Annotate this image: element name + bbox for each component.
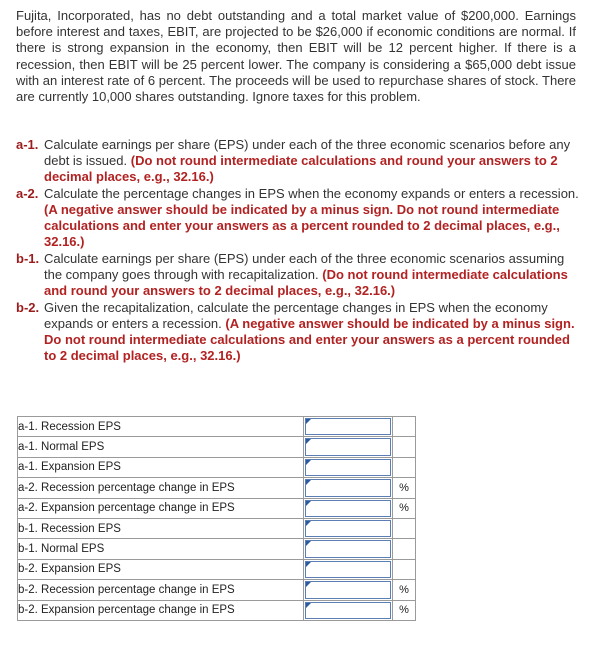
question-text: Calculate earnings per share (EPS) under each of the three economic scenarios before any debt is issued. — [44, 137, 571, 168]
question-note: (A negative answer should be indicated by a minus sign. Do not round intermediate calculations and enter your answers as a percent rounded to 2 decimal places, e.g., 32.16.) — [44, 202, 560, 249]
table-row — [18, 457, 416, 477]
row-label: b-2. Expansion percentage change in EPS — [18, 600, 304, 620]
row-label: b-2. Expansion EPS — [18, 559, 304, 579]
question-label: b-1. — [16, 251, 40, 266]
question-b2 — [16, 300, 581, 364]
row-label: b-2. Recession percentage change in EPS — [18, 580, 304, 600]
question-a1 — [16, 137, 581, 185]
question-label: a-2. — [16, 186, 39, 201]
unit-cell — [393, 559, 416, 579]
table-row — [18, 539, 416, 559]
unit-cell — [393, 518, 416, 538]
answer-input-cell[interactable] — [304, 539, 393, 559]
table-row — [18, 498, 416, 518]
question-note: (Do not round intermediate calculations and round your answers to 2 decimal places, e.g., 32.16.) — [44, 153, 558, 184]
row-label: b-1. Recession EPS — [18, 518, 304, 538]
answer-input[interactable] — [305, 500, 391, 517]
answer-input[interactable] — [305, 459, 391, 476]
row-label: a-1. Recession EPS — [18, 417, 304, 437]
answer-input[interactable] — [305, 438, 391, 455]
question-text: Calculate the percentage changes in EPS when the economy expands or enters a recession. — [44, 186, 579, 201]
answer-table — [17, 416, 416, 621]
percent-unit: % — [393, 478, 416, 498]
answer-input-cell[interactable] — [304, 417, 393, 437]
row-label: a-1. Expansion EPS — [18, 457, 304, 477]
question-text: Given the recapitalization, calculate the percentage changes in EPS when the economy expands or enters a recession. — [44, 300, 548, 331]
answer-input-cell[interactable] — [304, 518, 393, 538]
answer-input-cell[interactable] — [304, 600, 393, 620]
row-label: a-1. Normal EPS — [18, 437, 304, 457]
unit-cell — [393, 539, 416, 559]
row-label: a-2. Expansion percentage change in EPS — [18, 498, 304, 518]
row-label: a-2. Recession percentage change in EPS — [18, 478, 304, 498]
table-row — [18, 478, 416, 498]
answer-input[interactable] — [305, 418, 391, 435]
percent-unit: % — [393, 600, 416, 620]
answer-input[interactable] — [305, 540, 391, 557]
answer-input[interactable] — [305, 602, 391, 619]
question-b1 — [16, 251, 581, 299]
answer-input-cell[interactable] — [304, 559, 393, 579]
question-list — [16, 137, 581, 365]
table-row — [18, 437, 416, 457]
percent-unit: % — [393, 498, 416, 518]
question-note: (Do not round intermediate calculations and round your answers to 2 decimal places, e.g., 32.16.) — [44, 267, 568, 298]
problem-statement: Fujita, Incorporated, has no debt outstanding and a total market value of $200,000. Earnings before interest and taxes, EBIT, are projected to be $26,000 if economic conditions are normal. If there is strong expansion in the economy, then EBIT will be 12 percent higher. If there is a recession, then EBIT will be 25 percent lower. The company is considering a $65,000 debt issue with an interest rate of 6 percent. The proceeds will be used to repurchase shares of stock. There are currently 10,000 shares outstanding. Ignore taxes for this problem. — [16, 8, 576, 105]
question-a2 — [16, 186, 581, 250]
table-row — [18, 518, 416, 538]
table-row — [18, 600, 416, 620]
answer-input[interactable] — [305, 520, 391, 537]
answer-input-cell[interactable] — [304, 580, 393, 600]
unit-cell — [393, 457, 416, 477]
answer-input-cell[interactable] — [304, 457, 393, 477]
unit-cell — [393, 417, 416, 437]
answer-input[interactable] — [305, 581, 391, 598]
question-label: a-1. — [16, 137, 39, 152]
question-label: b-2. — [16, 300, 40, 315]
answer-input-cell[interactable] — [304, 498, 393, 518]
table-row — [18, 559, 416, 579]
answer-input[interactable] — [305, 561, 391, 578]
question-note: (A negative answer should be indicated by a minus sign. Do not round intermediate calculations and enter your answers as a percent rounded to 2 decimal places, e.g., 32.16.) — [44, 316, 575, 363]
answer-input[interactable] — [305, 479, 391, 496]
row-label: b-1. Normal EPS — [18, 539, 304, 559]
question-text: Calculate earnings per share (EPS) under each of the three economic scenarios assuming the company goes through with recapitalization. — [44, 251, 565, 282]
answer-input-cell[interactable] — [304, 437, 393, 457]
table-row — [18, 417, 416, 437]
unit-cell — [393, 437, 416, 457]
answer-input-cell[interactable] — [304, 478, 393, 498]
percent-unit: % — [393, 580, 416, 600]
table-row — [18, 580, 416, 600]
